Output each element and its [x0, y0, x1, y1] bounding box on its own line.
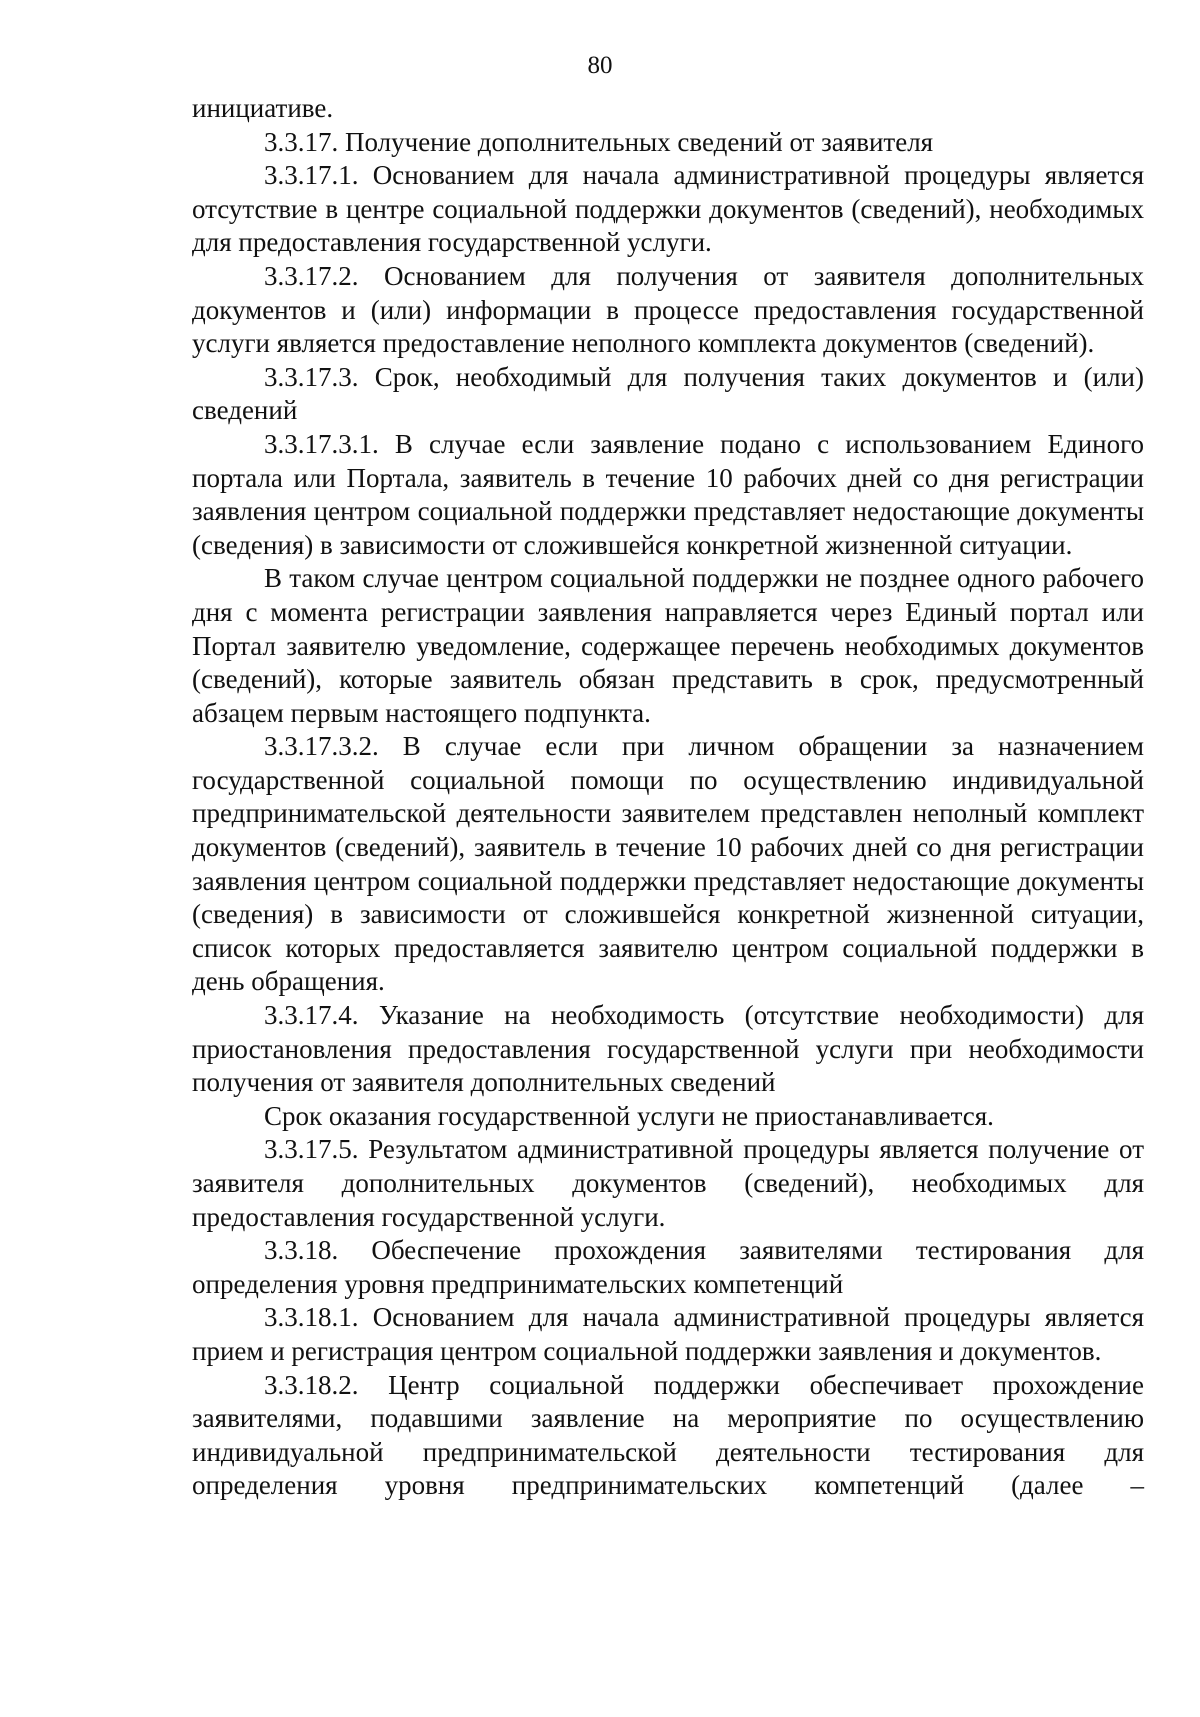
- page-number: 80: [587, 52, 613, 79]
- section-heading-3-3-17: 3.3.17. Получение дополнительных сведений от заявителя: [264, 126, 934, 157]
- paragraph-3-3-17-3: 3.3.17.3. Срок, необходимый для получения таких документов и (или) сведений: [192, 361, 1144, 426]
- section-heading-3-3-18: 3.3.18. Обеспечение прохождения заявителями тестирования для определения уровня предпринимательских компетенций: [192, 1235, 1144, 1299]
- paragraph-3-3-17-4: 3.3.17.4. Указание на необходимость (отсутствие необходимости) для приостановления предоставления государственной услуги при необходимости получения от заявителя дополнительных сведений: [192, 1000, 1144, 1098]
- paragraph-3-3-17-3-2: 3.3.17.3.2. В случае если при личном обращении за назначением государственной социальной помощи по осуществлению индивидуальной предпринимательской деятельности заявителем представлен неполный комплект документов (сведений), заявитель в течение 10 рабочих дней со дня регистрации заявления центром социальной поддержки представляет недостающие документы (сведения) в зависимости от сложившейся конкретной жизненной ситуации, список которых предоставляется заявителю центром социальной поддержки в день обращения.: [192, 731, 1144, 997]
- paragraph-3-3-17-5: 3.3.17.5. Результатом административной процедуры является получение от заявителя дополнительных документов (сведений), необходимых для предоставления государственной услуги.: [192, 1134, 1144, 1232]
- paragraph-3-3-18-2: 3.3.18.2. Центр социальной поддержки обеспечивает прохождение заявителями, подавшими заявление на мероприятие по осуществлению индивидуальной предпринимательской деятельности тестирования для определения уровня предпринимательских компетенций (далее –: [192, 1369, 1144, 1501]
- paragraph-3-3-18-1: 3.3.18.1. Основанием для начала административной процедуры является прием и регистрация центром социальной поддержки заявления и документов.: [192, 1302, 1144, 1366]
- paragraph-3-3-17-1: 3.3.17.1. Основанием для начала административной процедуры является отсутствие в центре социальной поддержки документов (сведений), необходимых для предоставления государственной услуги.: [192, 160, 1144, 258]
- paragraph-continuation: инициативе.: [192, 93, 334, 123]
- paragraph-term-not-suspended: Срок оказания государственной услуги не приостанавливается.: [264, 1100, 994, 1131]
- paragraph-3-3-17-3-1: 3.3.17.3.1. В случае если заявление подано с использованием Единого портала или Портала, заявитель в течение 10 рабочих дней со дня регистрации заявления центром социальной поддержки представляет недостающие документы (сведения) в зависимости от сложившейся конкретной жизненной ситуации.: [192, 428, 1144, 560]
- paragraph-3-3-17-2: 3.3.17.2. Основанием для получения от заявителя дополнительных документов и (или) информации в процессе предоставления государственной услуги является предоставление неполного комплекта документов (сведений).: [192, 260, 1144, 359]
- document-body: [192, 92, 1144, 1503]
- paragraph-notification: В таком случае центром социальной поддержки не позднее одного рабочего дня с момента регистрации заявления направляется через Единый портал или Портал заявителю уведомление, содержащее перечень необходимых документов (сведений), которые заявитель обязан представить в срок, предусмотренный абзацем первым настоящего подпункта.: [192, 563, 1144, 728]
